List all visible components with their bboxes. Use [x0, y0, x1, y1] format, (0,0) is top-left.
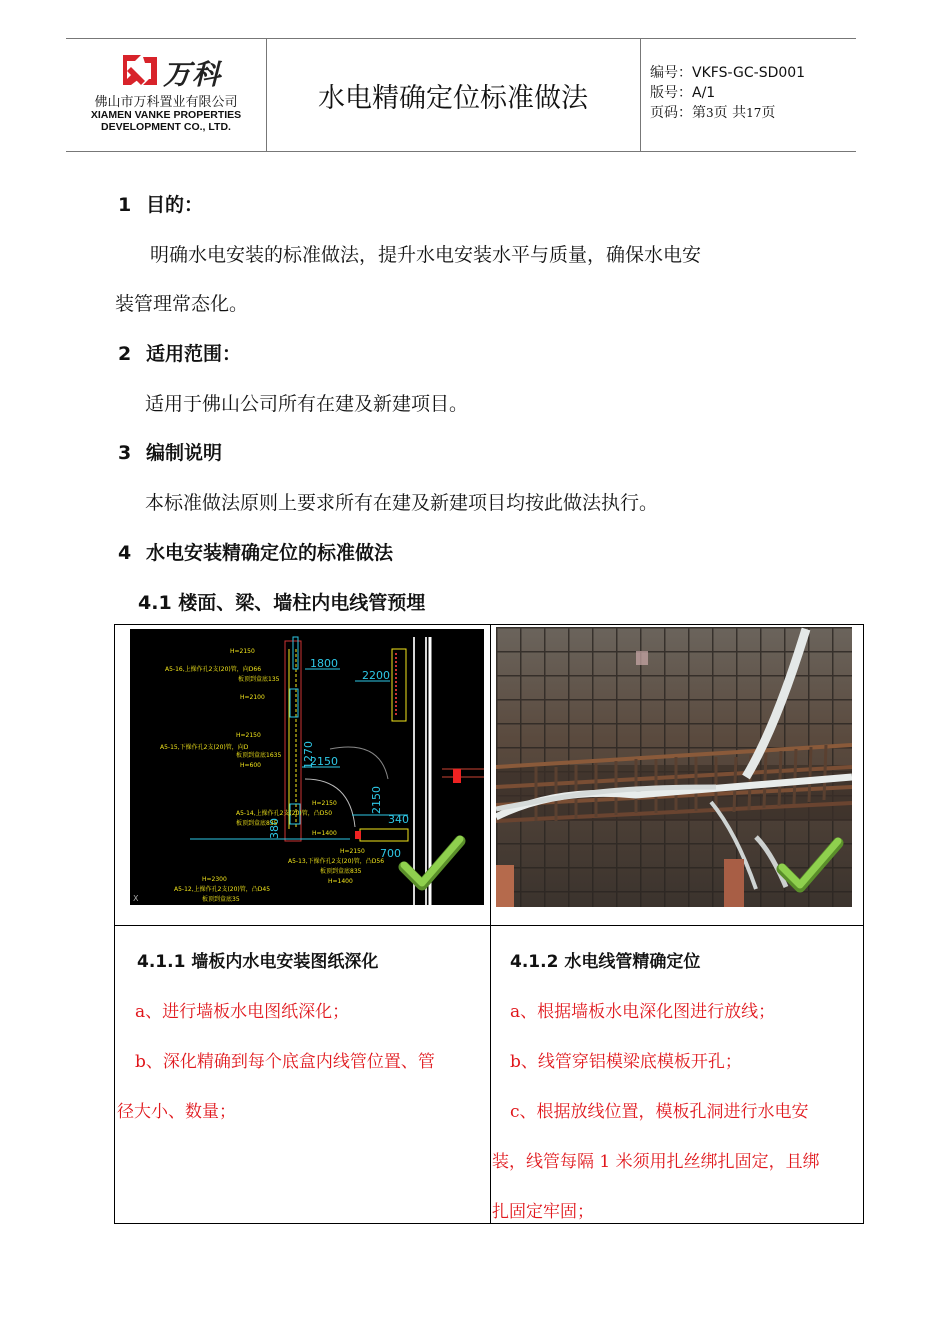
table-divider-horizontal	[115, 925, 863, 926]
document-header	[66, 38, 856, 152]
section-2-number: 2	[118, 343, 132, 365]
cad-note-a512b: 板顶到盒底35	[202, 896, 240, 903]
cad-dim-2200: 2200	[362, 669, 390, 682]
vanke-logo	[121, 53, 241, 91]
page-total: 17	[746, 106, 762, 120]
page-mid: 页 共	[713, 105, 747, 121]
cad-note-h2100: H=2100	[240, 694, 265, 701]
cad-drawing-image	[130, 629, 484, 905]
right-item-c-line1: c、根据放线位置，模板孔洞进行水电安	[510, 1102, 809, 1122]
cad-note-a513b: 板顶到盒底835	[320, 868, 362, 875]
cad-note-h2300: H=2300	[202, 876, 227, 883]
cad-note-a512: A5-12,上操作孔2支(20)管，凸D45	[174, 886, 271, 893]
doc-code	[650, 63, 860, 83]
cad-dim-2150b: 2150	[370, 786, 383, 814]
left-item-b-line1: b、深化精确到每个底盒内线管位置、管	[135, 1052, 435, 1072]
cad-dim-700: 700	[380, 847, 401, 860]
cad-note-a516: A5-16,上操作孔2支(20)管，向D66	[165, 666, 262, 673]
cad-note-a513: A5-13,下操作孔2支(20)管，凸D56	[288, 858, 385, 865]
site-photo-image	[496, 627, 852, 907]
right-item-c-line3: 扎固定牢固；	[492, 1202, 594, 1222]
cad-note-h1400-b: H=1400	[328, 878, 353, 885]
cad-dim-1270: 1270	[302, 741, 315, 769]
cad-note-a516b: 板顶到盒底135	[238, 676, 280, 683]
page-number: 3	[706, 106, 714, 120]
table-cell-left-text	[117, 937, 487, 1137]
cad-note-a514: A5-14,上操作孔2支(20)管，凸D50	[236, 810, 333, 817]
section-3-heading	[118, 438, 222, 465]
page-end: 页	[761, 105, 776, 121]
cad-note-h2150-bot: H=2150	[340, 848, 365, 855]
cad-drawing-svg	[130, 629, 484, 905]
doc-code-value: VKFS-GC-SD001	[692, 65, 806, 81]
doc-version-label: 版号：	[650, 85, 692, 101]
right-item-a: a、根据墙板水电深化图进行放线；	[510, 1002, 776, 1022]
section-2-title: 适用范围：	[146, 343, 242, 365]
left-item-a: a、进行墙板水电图纸深化；	[135, 1002, 350, 1022]
left-caption: 4.1.1 墙板内水电安装图纸深化	[137, 952, 379, 972]
right-item-b: b、线管穿铝模梁底模板开孔；	[510, 1052, 742, 1072]
cad-note-h2150-mid: H=2150	[236, 732, 261, 739]
right-item-c-line2: 装，线管每隔 1 米须用扎丝绑扎固定，且绑	[492, 1152, 820, 1172]
cad-dim-1800: 1800	[310, 657, 338, 670]
cad-note-a514b: 板顶到盒底835	[236, 820, 278, 827]
table-divider-vertical	[490, 625, 491, 1223]
cad-note-h600: H=600	[240, 762, 261, 769]
doc-version	[650, 83, 860, 103]
right-caption: 4.1.2 水电线管精确定位	[510, 952, 701, 972]
company-name-en-line2: DEVELOPMENT CO., LTD.	[101, 121, 231, 133]
company-name-en	[66, 109, 266, 133]
standard-practice-table	[114, 624, 864, 1224]
cad-dim-340: 340	[388, 813, 409, 826]
company-name-cn: 佛山市万科置业有限公司	[94, 95, 238, 110]
section-4-heading	[118, 538, 393, 565]
section-1-title: 目的：	[146, 194, 204, 216]
subsection-4-1-heading: 4.1 楼面、梁、墙柱内电线管预埋	[138, 592, 426, 614]
site-photo-svg	[496, 627, 852, 907]
page-label: 页码：第	[650, 105, 706, 121]
cad-note-a515: A5-15,下操作孔2支(20)管，向D	[160, 744, 249, 751]
cad-dim-380: 380	[268, 818, 281, 839]
cad-note-h2150-low: H=2150	[312, 800, 337, 807]
section-3-number: 3	[118, 442, 132, 464]
cad-dim-2150: 2150	[310, 755, 338, 768]
section-3-title: 编制说明	[146, 442, 223, 464]
cad-note-a515b: 板顶到盒底1635	[236, 752, 282, 759]
section-1-number: 1	[118, 194, 132, 216]
section-1-text-line1: 明确水电安装的标准做法，提升水电安装水平与质量，确保水电安	[150, 244, 702, 266]
section-1-heading	[118, 190, 203, 217]
company-name-en-line1: XIAMEN VANKE PROPERTIES	[90, 109, 242, 121]
cad-note-h1400-a: H=1400	[312, 830, 337, 837]
section-3-text: 本标准做法原则上要求所有在建及新建项目均按此做法执行。	[145, 492, 659, 514]
cad-note-h2150-top: H=2150	[230, 648, 255, 655]
doc-code-label: 编号：	[650, 65, 692, 81]
doc-page	[650, 103, 860, 123]
section-4-number: 4	[118, 542, 132, 564]
table-cell-right-text	[492, 937, 862, 1237]
section-4-title: 水电安装精确定位的标准做法	[146, 542, 394, 564]
cad-x-mark: X	[133, 894, 139, 903]
doc-version-value: A/1	[692, 85, 716, 101]
company-logo-block	[66, 39, 267, 151]
logo-wordmark: 万科	[163, 58, 222, 91]
section-2-text: 适用于佛山公司所有在建及新建项目。	[145, 393, 469, 415]
document-meta	[650, 63, 860, 123]
document-title: 水电精确定位标准做法	[266, 39, 641, 151]
section-2-heading	[118, 339, 241, 366]
left-item-b-line2: 径大小、数量；	[117, 1102, 236, 1122]
vanke-logo-icon	[121, 53, 159, 87]
section-1-text-line2: 装管理常态化。	[115, 293, 249, 315]
